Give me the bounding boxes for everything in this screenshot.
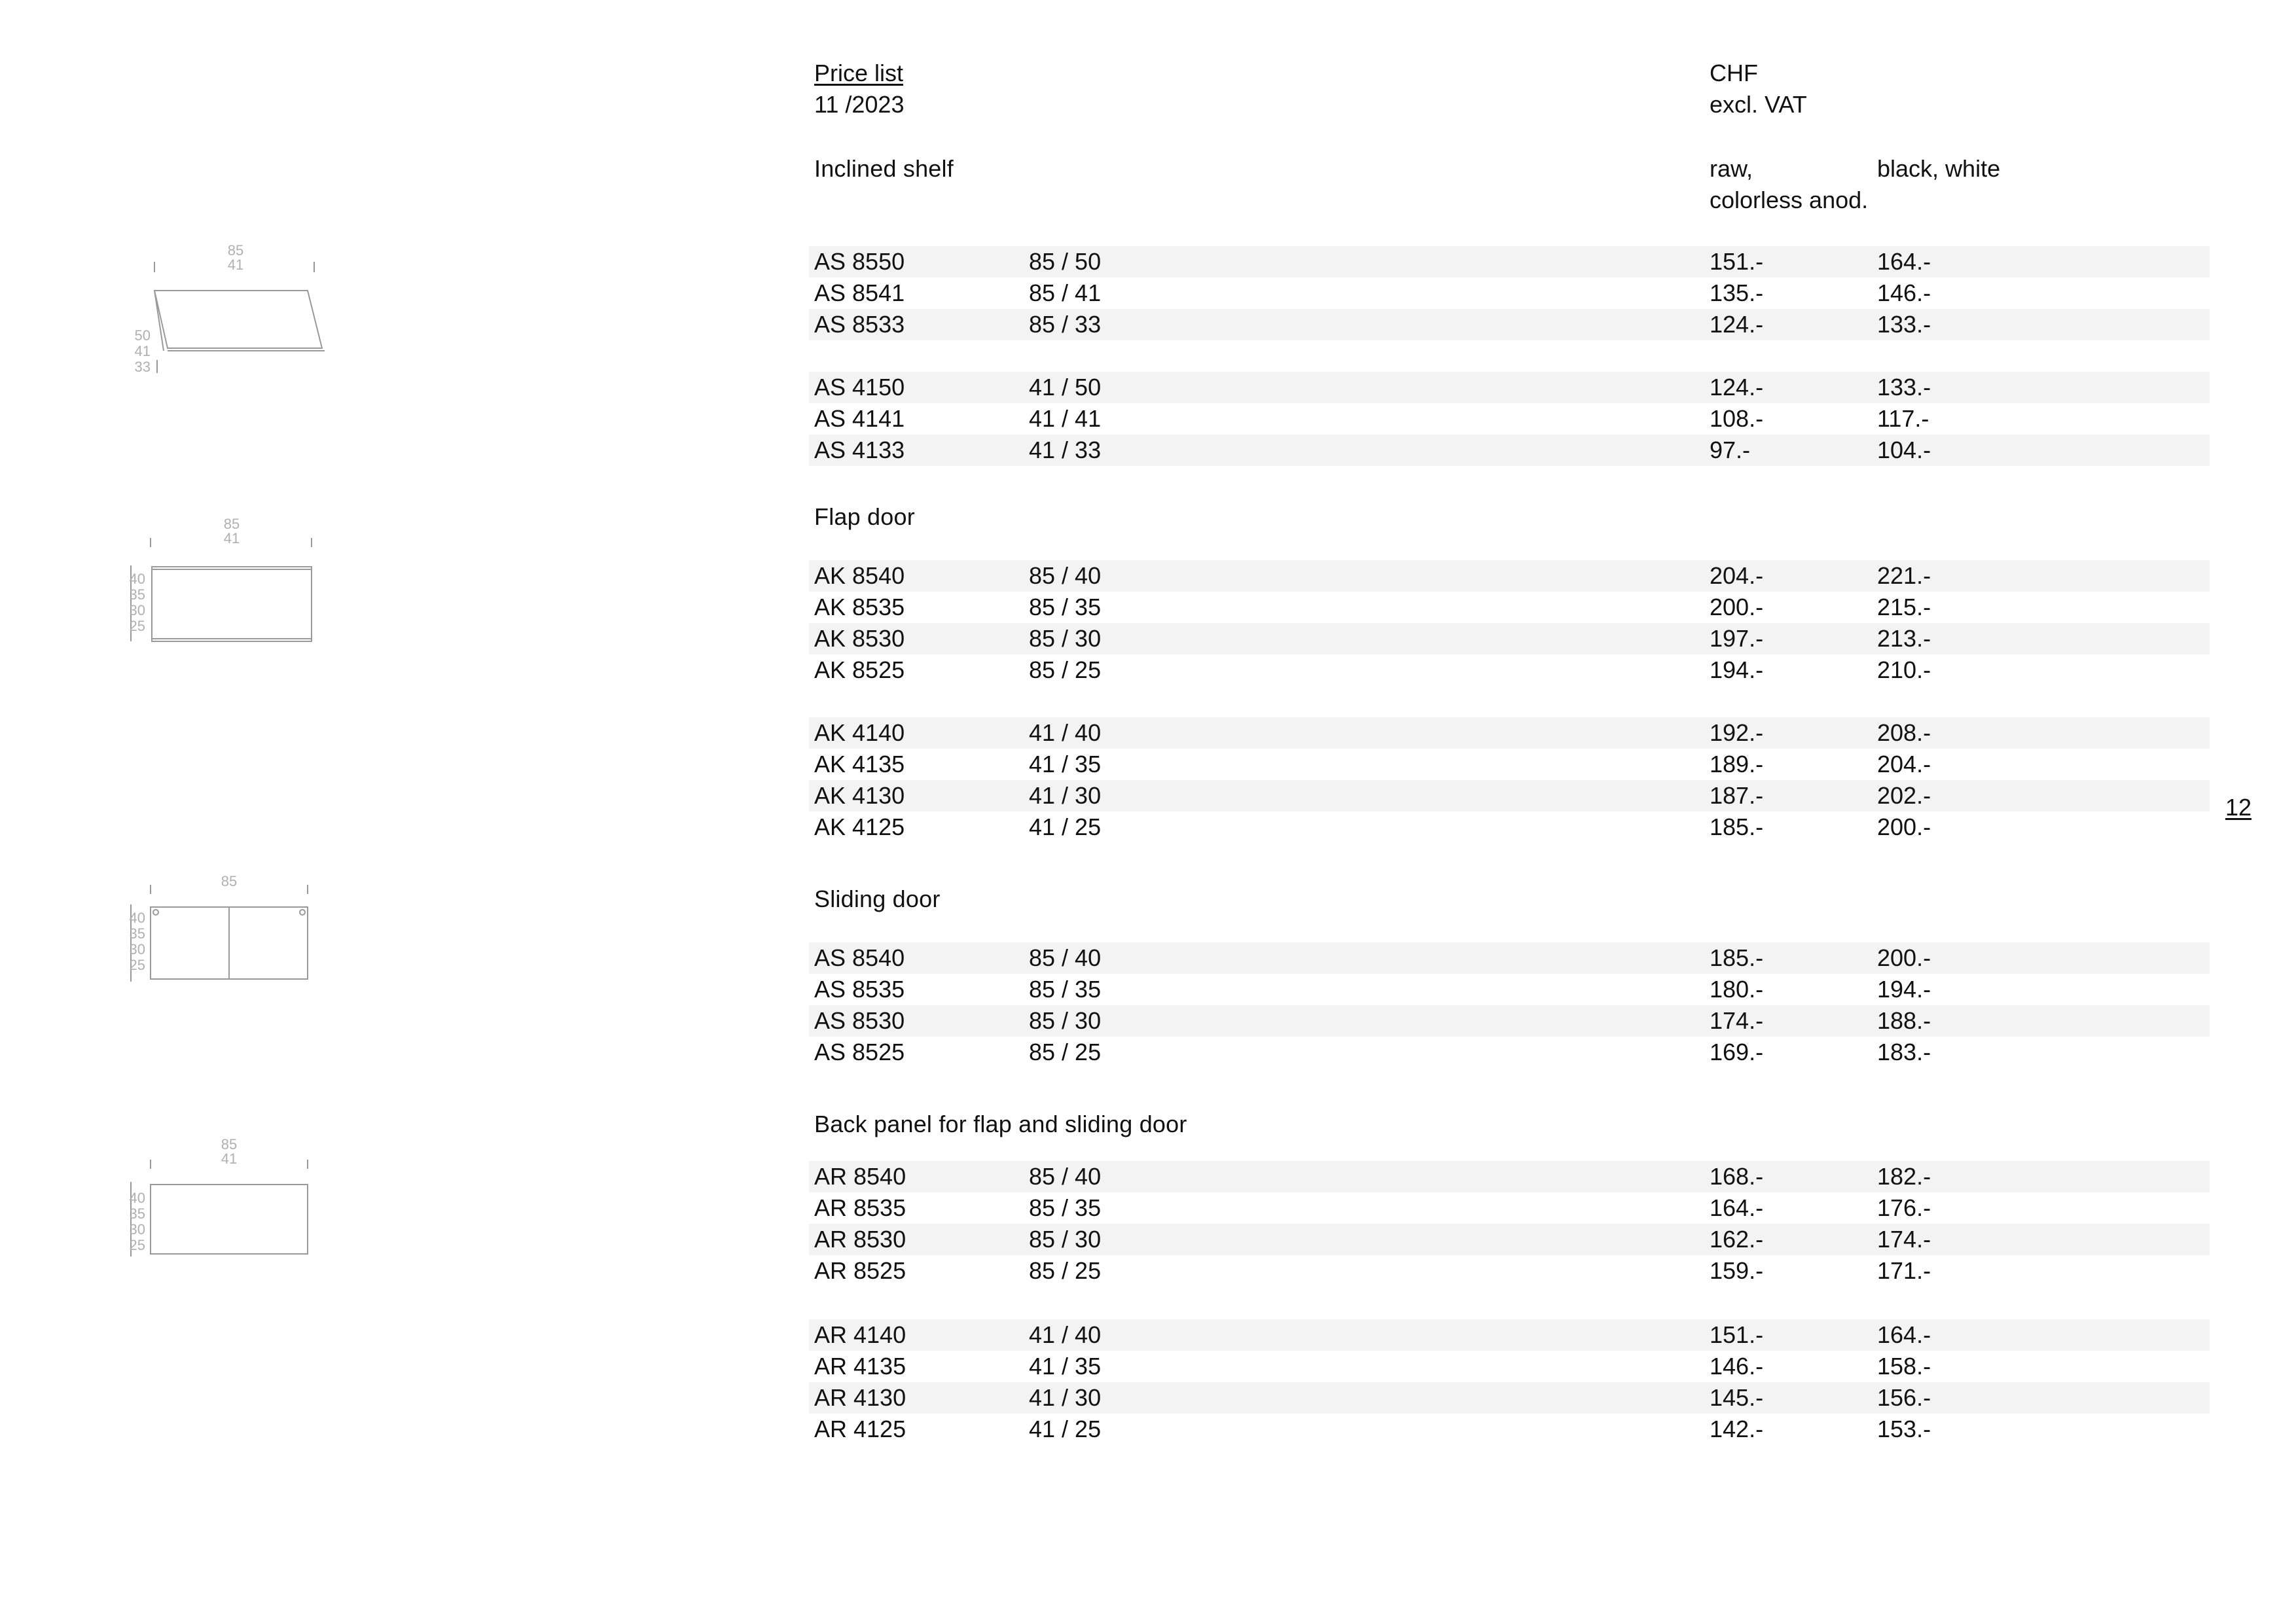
price-list-date: 11 /2023 — [814, 91, 905, 118]
price-list-title: Price list — [814, 60, 904, 86]
price-raw: 151.- — [1710, 1321, 1764, 1348]
article-size: 85 / 30 — [1029, 1007, 1102, 1034]
price-raw: 185.- — [1710, 813, 1764, 840]
price-raw: 192.- — [1710, 719, 1764, 746]
price-raw: 197.- — [1710, 625, 1764, 652]
inclined-shelf-drawing — [118, 236, 340, 386]
article-code: AK 8535 — [814, 594, 905, 620]
price-colored: 133.- — [1877, 311, 1931, 338]
article-size: 41 / 33 — [1029, 437, 1102, 463]
price-colored: 215.- — [1877, 594, 1931, 620]
table-row — [809, 403, 2210, 435]
article-size: 85 / 35 — [1029, 1194, 1102, 1221]
article-size: 85 / 40 — [1029, 562, 1102, 589]
table-row — [809, 780, 2210, 812]
table-row — [809, 372, 2210, 403]
vat-note: excl. VAT — [1710, 91, 1807, 118]
price-raw: 194.- — [1710, 656, 1764, 683]
article-size: 41 / 30 — [1029, 1384, 1102, 1411]
article-size: 85 / 33 — [1029, 311, 1102, 338]
table-row — [809, 942, 2210, 974]
article-code: AS 8541 — [814, 279, 905, 306]
table-row — [809, 246, 2210, 277]
table-row — [809, 1414, 2210, 1445]
price-colored: 156.- — [1877, 1384, 1931, 1411]
price-colored: 174.- — [1877, 1226, 1931, 1253]
article-code: AK 4130 — [814, 782, 905, 809]
table-row — [809, 1319, 2210, 1351]
article-size: 41 / 30 — [1029, 782, 1102, 809]
price-colored: 153.- — [1877, 1416, 1931, 1442]
price-colored: 213.- — [1877, 625, 1931, 652]
back-panel-height-label-35: 35 — [129, 1205, 145, 1222]
sliding-door-height-label-25: 25 — [129, 957, 145, 973]
sliding-door-drawing — [111, 870, 334, 1001]
price-colored: 104.- — [1877, 437, 1931, 463]
price-raw: 145.- — [1710, 1384, 1764, 1411]
article-code: AK 4140 — [814, 719, 905, 746]
article-code: AR 4135 — [814, 1353, 906, 1380]
article-size: 85 / 40 — [1029, 1163, 1102, 1190]
table-row — [809, 623, 2210, 654]
price-colored: 221.- — [1877, 562, 1931, 589]
section-title-sliding-door: Sliding door — [814, 885, 941, 912]
article-code: AS 4133 — [814, 437, 905, 463]
price-raw: 164.- — [1710, 1194, 1764, 1221]
price-raw: 159.- — [1710, 1257, 1764, 1284]
price-colored: 146.- — [1877, 279, 1931, 306]
flap-door-width-label-85: 85 — [223, 516, 240, 532]
column-header-raw-line2: colorless anod. — [1710, 187, 1869, 213]
inclined-shelf-width-label-85: 85 — [227, 242, 244, 259]
back-panel-width-label-85: 85 — [221, 1136, 238, 1152]
article-code: AR 8535 — [814, 1194, 906, 1221]
page-number: 12 — [2225, 794, 2252, 821]
price-raw: 204.- — [1710, 562, 1764, 589]
price-raw: 124.- — [1710, 311, 1764, 338]
back-panel-height-label-30: 30 — [129, 1221, 145, 1238]
article-code: AR 4130 — [814, 1384, 906, 1411]
article-size: 85 / 35 — [1029, 976, 1102, 1003]
article-size: 85 / 35 — [1029, 594, 1102, 620]
table-row — [809, 1192, 2210, 1224]
article-size: 85 / 40 — [1029, 944, 1102, 971]
article-size: 85 / 41 — [1029, 279, 1102, 306]
article-size: 41 / 40 — [1029, 719, 1102, 746]
article-code: AK 8525 — [814, 656, 905, 683]
inclined-shelf-height-label-50: 50 — [134, 327, 151, 344]
sliding-door-height-label-30: 30 — [129, 941, 145, 957]
article-size: 85 / 30 — [1029, 625, 1102, 652]
price-raw: 200.- — [1710, 594, 1764, 620]
price-raw: 97.- — [1710, 437, 1751, 463]
article-code: AS 8525 — [814, 1039, 905, 1065]
table-row — [809, 1382, 2210, 1414]
price-raw: 108.- — [1710, 405, 1764, 432]
table-row — [809, 1224, 2210, 1255]
table-row — [809, 974, 2210, 1005]
table-row — [809, 1037, 2210, 1068]
price-raw: 180.- — [1710, 976, 1764, 1003]
price-colored: 117.- — [1877, 405, 1929, 432]
table-row — [809, 1005, 2210, 1037]
sliding-door-width-label-85: 85 — [221, 873, 238, 889]
back-panel-width-label-41: 41 — [221, 1150, 238, 1167]
table-row — [809, 309, 2210, 340]
price-colored: 208.- — [1877, 719, 1931, 746]
price-colored: 164.- — [1877, 248, 1931, 275]
article-code: AS 8550 — [814, 248, 905, 275]
back-panel-height-label-25: 25 — [129, 1237, 145, 1253]
table-row — [809, 592, 2210, 623]
article-size: 41 / 41 — [1029, 405, 1102, 432]
table-row — [809, 812, 2210, 843]
price-colored: 182.- — [1877, 1163, 1931, 1190]
article-code: AR 8530 — [814, 1226, 906, 1253]
flap-door-height-label-30: 30 — [129, 602, 145, 618]
table-row — [809, 749, 2210, 780]
price-raw: 187.- — [1710, 782, 1764, 809]
inclined-shelf-width-label-41: 41 — [227, 257, 244, 273]
section-title-inclined-shelf: Inclined shelf — [814, 155, 954, 182]
price-colored: 204.- — [1877, 751, 1931, 777]
article-code: AS 4150 — [814, 374, 905, 401]
price-colored: 194.- — [1877, 976, 1931, 1003]
inclined-shelf-height-label-33: 33 — [134, 359, 151, 375]
table-row — [809, 1161, 2210, 1192]
flap-door-height-label-25: 25 — [129, 618, 145, 634]
article-code: AS 8535 — [814, 976, 905, 1003]
sliding-door-height-label-40: 40 — [129, 910, 145, 926]
table-row — [809, 435, 2210, 466]
inclined-shelf-height-label-41: 41 — [134, 343, 151, 359]
price-colored: 164.- — [1877, 1321, 1931, 1348]
price-raw: 174.- — [1710, 1007, 1764, 1034]
price-raw: 162.- — [1710, 1226, 1764, 1253]
sliding-door-height-label-35: 35 — [129, 925, 145, 942]
price-colored: 202.- — [1877, 782, 1931, 809]
price-raw: 146.- — [1710, 1353, 1764, 1380]
table-row — [809, 1255, 2210, 1287]
section-title-back-panel: Back panel for flap and sliding door — [814, 1111, 1187, 1137]
price-colored: 183.- — [1877, 1039, 1931, 1065]
price-colored: 200.- — [1877, 944, 1931, 971]
article-code: AK 8530 — [814, 625, 905, 652]
price-colored: 210.- — [1877, 656, 1931, 683]
back-panel-height-label-40: 40 — [129, 1190, 145, 1206]
article-size: 85 / 30 — [1029, 1226, 1102, 1253]
article-code: AK 4135 — [814, 751, 905, 777]
article-size: 85 / 25 — [1029, 1257, 1102, 1284]
article-code: AS 8540 — [814, 944, 905, 971]
article-size: 41 / 35 — [1029, 751, 1102, 777]
back-panel-drawing — [111, 1132, 334, 1263]
price-raw: 168.- — [1710, 1163, 1764, 1190]
price-colored: 133.- — [1877, 374, 1931, 401]
currency-label: CHF — [1710, 60, 1758, 86]
table-row — [809, 560, 2210, 592]
article-size: 41 / 50 — [1029, 374, 1102, 401]
price-raw: 124.- — [1710, 374, 1764, 401]
article-code: AR 8525 — [814, 1257, 906, 1284]
article-size: 41 / 25 — [1029, 1416, 1102, 1442]
flap-door-height-label-35: 35 — [129, 586, 145, 603]
table-row — [809, 1351, 2210, 1382]
price-colored: 176.- — [1877, 1194, 1931, 1221]
section-title-flap-door: Flap door — [814, 503, 915, 530]
article-size: 85 / 25 — [1029, 656, 1102, 683]
article-code: AR 4140 — [814, 1321, 906, 1348]
price-raw: 169.- — [1710, 1039, 1764, 1065]
article-code: AS 8530 — [814, 1007, 905, 1034]
price-raw: 189.- — [1710, 751, 1764, 777]
article-code: AR 8540 — [814, 1163, 906, 1190]
column-header-colored: black, white — [1877, 155, 2001, 182]
article-code: AK 4125 — [814, 813, 905, 840]
price-colored: 171.- — [1877, 1257, 1931, 1284]
article-size: 41 / 40 — [1029, 1321, 1102, 1348]
price-raw: 135.- — [1710, 279, 1764, 306]
article-code: AK 8540 — [814, 562, 905, 589]
article-size: 41 / 25 — [1029, 813, 1102, 840]
table-row — [809, 277, 2210, 309]
article-code: AR 4125 — [814, 1416, 906, 1442]
table-row — [809, 717, 2210, 749]
price-colored: 188.- — [1877, 1007, 1931, 1034]
column-header-raw-line1: raw, — [1710, 155, 1753, 182]
price-raw: 142.- — [1710, 1416, 1764, 1442]
price-raw: 185.- — [1710, 944, 1764, 971]
flap-door-drawing — [111, 510, 334, 654]
table-row — [809, 654, 2210, 686]
article-code: AS 8533 — [814, 311, 905, 338]
flap-door-width-label-41: 41 — [223, 530, 240, 546]
price-colored: 200.- — [1877, 813, 1931, 840]
price-colored: 158.- — [1877, 1353, 1931, 1380]
article-size: 85 / 50 — [1029, 248, 1102, 275]
price-raw: 151.- — [1710, 248, 1764, 275]
flap-door-height-label-40: 40 — [129, 571, 145, 587]
article-size: 41 / 35 — [1029, 1353, 1102, 1380]
article-code: AS 4141 — [814, 405, 905, 432]
article-size: 85 / 25 — [1029, 1039, 1102, 1065]
